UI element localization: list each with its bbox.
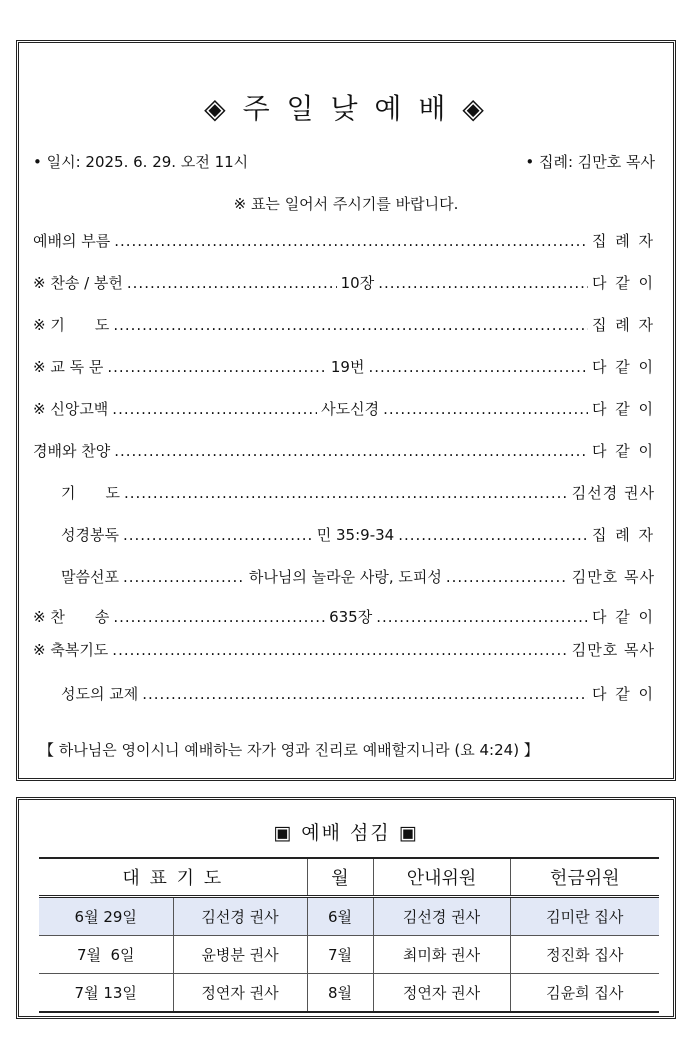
order-item-detail: 민 35:9-34: [316, 526, 395, 544]
order-item-label: ※ 축복기도: [33, 641, 109, 659]
leader-dots: [124, 484, 568, 502]
offering-person: 정진화 집사: [510, 936, 659, 974]
order-item: [33, 639, 655, 660]
order-item-label: 경배와 찬양: [33, 442, 111, 460]
order-item-leader: 다 같 이: [591, 442, 655, 460]
order-item: [61, 482, 655, 503]
order-item-label: 기 도: [61, 484, 120, 502]
leader-dots: [107, 358, 327, 376]
order-item: [61, 683, 655, 704]
order-item-leader: 다 같 이: [591, 358, 655, 376]
order-item-label: ※ 기 도: [33, 316, 110, 334]
leader-dots: [112, 641, 567, 659]
order-item: [33, 356, 655, 377]
prayer-date: 7월 6일: [39, 936, 173, 974]
leader-dots: [114, 442, 588, 460]
order-item-leader: 김선경 권사: [571, 484, 655, 502]
worship-officiant: • 집례: 김만호 목사: [525, 153, 655, 171]
header-month: 월: [307, 858, 373, 897]
worship-order-box: [16, 40, 676, 781]
duty-header-row: [39, 858, 659, 897]
leader-dots: [398, 526, 588, 544]
duty-table: [39, 857, 659, 1013]
order-item-label: 성도의 교제: [61, 685, 139, 703]
leader-dots: [376, 608, 588, 626]
order-item-leader: 다 같 이: [591, 608, 655, 626]
prayer-person: 김선경 권사: [173, 897, 307, 936]
order-item-detail: 하나님의 놀라운 사랑, 도피성: [248, 568, 442, 586]
order-item-label: ※ 신앙고백: [33, 400, 109, 418]
leader-dots: [368, 358, 588, 376]
order-item: [33, 440, 655, 461]
leader-dots: [123, 526, 313, 544]
prayer-person: 윤병분 권사: [173, 936, 307, 974]
duty-month: 7월: [307, 936, 373, 974]
order-item-detail: 10장: [340, 274, 375, 292]
duty-month: 8월: [307, 974, 373, 1013]
standing-notice: ※ 표는 일어서 주시기를 바랍니다.: [233, 195, 459, 213]
order-item-leader: 다 같 이: [591, 685, 655, 703]
leader-dots: [127, 274, 337, 292]
order-item-leader: 김만호 목사: [571, 641, 655, 659]
order-item-label: 말씀선포: [61, 568, 119, 586]
order-item: [33, 314, 655, 335]
leader-dots: [114, 232, 588, 250]
leader-dots: [112, 400, 317, 418]
order-item-leader: 집 례 자: [591, 316, 655, 334]
service-duty-box: [16, 797, 676, 1019]
order-item: [33, 398, 655, 419]
table-row: [39, 974, 659, 1013]
order-item-detail: 635장: [329, 608, 373, 626]
usher-person: 정연자 권사: [373, 974, 510, 1013]
leader-dots: [446, 568, 568, 586]
header-prayer: 대 표 기 도: [39, 858, 307, 897]
worship-datetime: • 일시: 2025. 6. 29. 오전 11시: [33, 153, 249, 171]
usher-person: 최미화 권사: [373, 936, 510, 974]
order-item-label: 성경봉독: [61, 526, 119, 544]
order-item-label: 예배의 부름: [33, 232, 111, 250]
prayer-person: 정연자 권사: [173, 974, 307, 1013]
header-offering: 헌금위원: [510, 858, 659, 897]
order-item-detail: 사도신경: [321, 400, 380, 418]
table-row: [39, 897, 659, 936]
order-item: [33, 606, 655, 627]
leader-dots: [123, 568, 245, 586]
order-item-leader: 다 같 이: [591, 400, 655, 418]
leader-dots: [113, 608, 325, 626]
table-row: [39, 936, 659, 974]
offering-person: 김미란 집사: [510, 897, 659, 936]
order-item: [61, 566, 655, 587]
header-usher: 안내위원: [373, 858, 510, 897]
duty-title: ▣ 예배 섬김 ▣: [273, 822, 419, 844]
order-item: [33, 272, 655, 293]
scripture-verse: 【 하나님은 영이시니 예배하는 자가 영과 진리로 예배할지니라 (요 4:24) 】: [39, 741, 539, 759]
leader-dots: [378, 274, 588, 292]
order-item-label: ※ 찬송 / 봉헌: [33, 274, 123, 292]
worship-title: ◈ 주 일 낮 예 배 ◈: [204, 92, 488, 125]
order-item: [33, 230, 655, 251]
prayer-date: 6월 29일: [39, 897, 173, 936]
prayer-date: 7월 13일: [39, 974, 173, 1013]
usher-person: 김선경 권사: [373, 897, 510, 936]
order-item-label: ※ 교 독 문: [33, 358, 104, 376]
order-item-leader: 집 례 자: [591, 232, 655, 250]
order-item-label: ※ 찬 송: [33, 608, 110, 626]
leader-dots: [142, 685, 588, 703]
order-item-detail: 19번: [330, 358, 365, 376]
order-item-leader: 다 같 이: [591, 274, 655, 292]
order-item-leader: 김만호 목사: [571, 568, 655, 586]
order-item: [61, 524, 655, 545]
leader-dots: [383, 400, 588, 418]
duty-month: 6월: [307, 897, 373, 936]
offering-person: 김윤희 집사: [510, 974, 659, 1013]
order-item-leader: 집 례 자: [591, 526, 655, 544]
leader-dots: [113, 316, 588, 334]
